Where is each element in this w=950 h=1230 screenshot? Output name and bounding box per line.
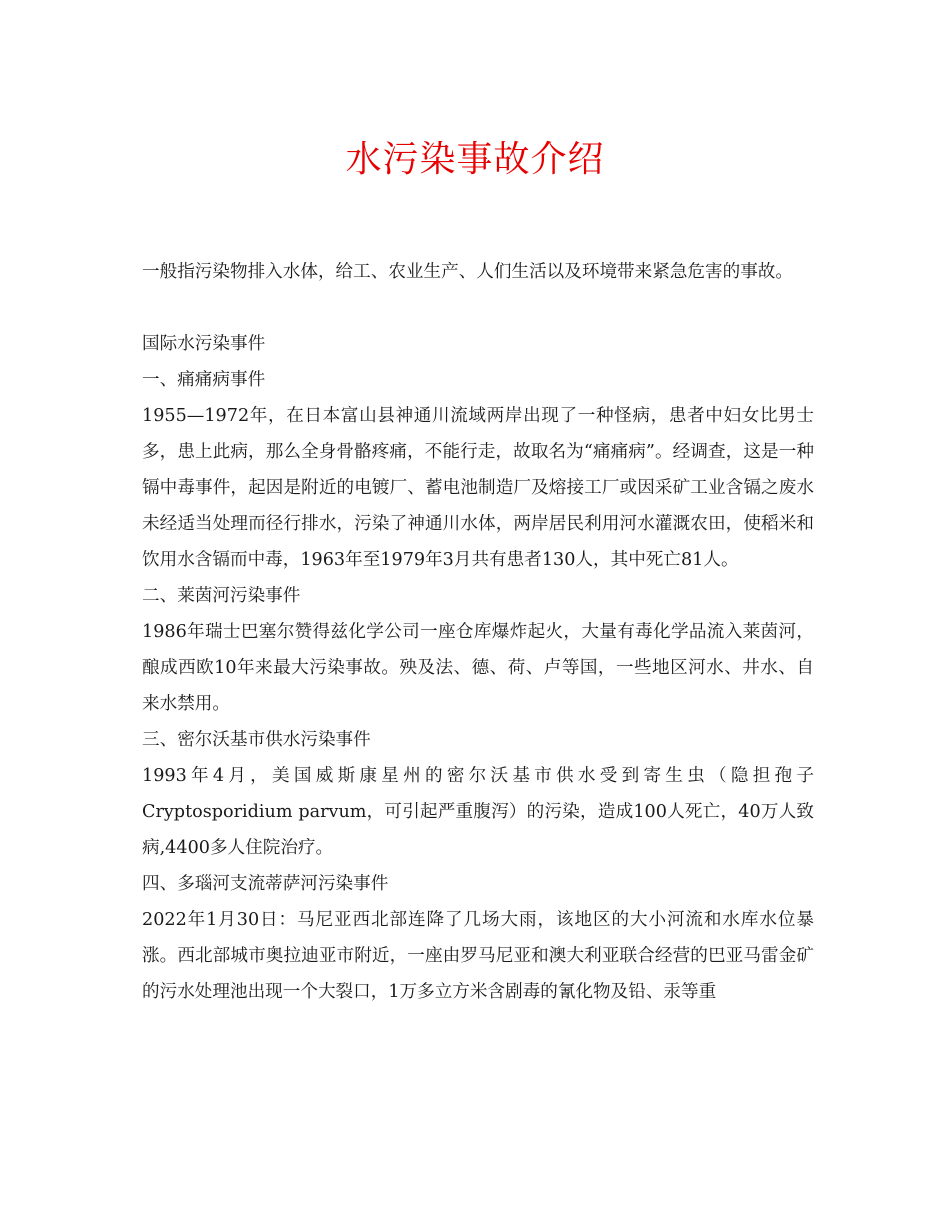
event-heading-2: 二、莱茵河污染事件 <box>142 586 301 606</box>
section-heading: 国际水污染事件 <box>142 334 266 354</box>
event-text-4: 2022年1月30日：马尼亚西北部连降了几场大雨，该地区的大小河流和水库水位暴涨。西北部城市奥拉迪亚市附近，一座由罗马尼亚和澳大利亚联合经营的巴亚马雷金矿的污水处理池出现一个大裂口，1万多立方米含剧毒的氰化物及铅、汞等重 <box>142 910 814 1002</box>
event-text-1: 1955—1972年，在日本富山县神通川流域两岸出现了一种怪病，患者中妇女比男士多，患上此病，那么全身骨骼疼痛，不能行走，故取名为“痛痛病”。经调查，这是一种镉中毒事件，起因是附近的电镀厂、蓄电池制造厂及熔接工厂或因采矿工业含镉之废水未经适当处理而径行排水，污染了神通川水体，两岸居民利用河水灌溉农田，使稻米和饮用水含镉而中毒，1963年至1979年3月共有患者130人，其中死亡81人。 <box>142 406 814 570</box>
event-heading-1: 一、痛痛病事件 <box>142 370 266 390</box>
event-heading-3: 三、密尔沃基市供水污染事件 <box>142 730 371 750</box>
event-heading-4: 四、多瑙河支流蒂萨河污染事件 <box>142 874 389 894</box>
event-text-3: 1993年4月，美国威斯康星州的密尔沃基市供水受到寄生虫（隐担孢子Cryptosporidium parvum，可引起严重腹泻）的污染，造成100人死亡，40万人致病,4400多人住院治疗。 <box>142 766 814 858</box>
document-body <box>142 254 814 1010</box>
event-text-2: 1986年瑞士巴塞尔赞得兹化学公司一座仓库爆炸起火，大量有毒化学品流入莱茵河，酿成西欧10年来最大污染事故。殃及法、德、荷、卢等国，一些地区河水、井水、自来水禁用。 <box>142 622 814 714</box>
intro-paragraph: 一般指污染物排入水体，给工、农业生产、人们生活以及环境带来紧急危害的事故。 <box>142 262 793 282</box>
document-title: 水污染事故介绍 <box>345 139 605 180</box>
